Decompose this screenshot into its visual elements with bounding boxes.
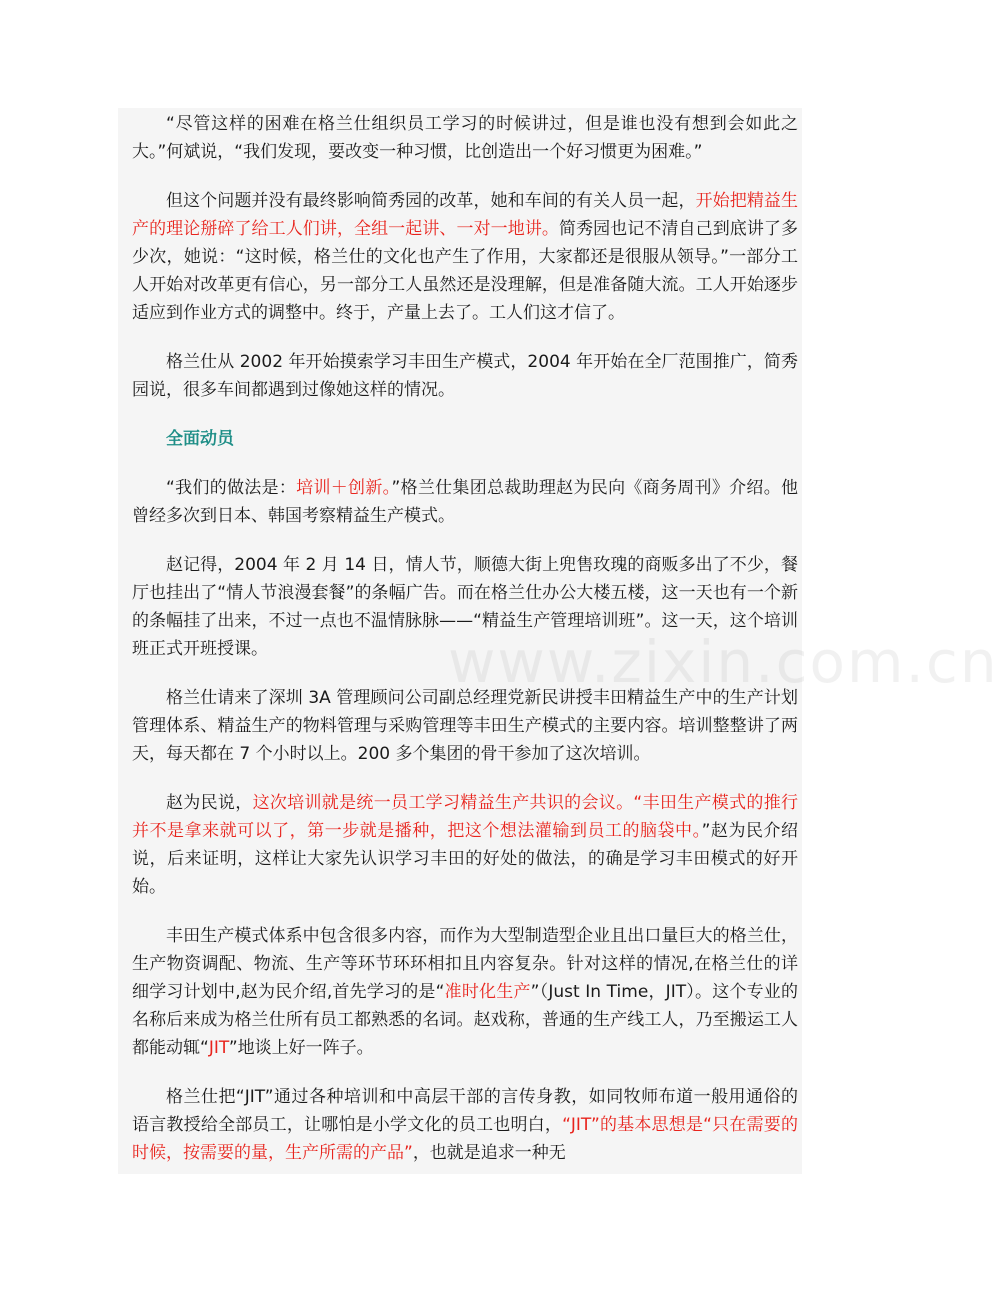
paragraph (132, 348, 798, 404)
text-segment: “我们的做法是： (166, 478, 297, 498)
paragraph (132, 1083, 798, 1167)
document-page (118, 108, 999, 1174)
paragraph (132, 551, 798, 663)
text-segment: 丰田生产模式体系中包含很多内容，而作为大型制造型企业且出口量巨大的格兰仕，生产物资调配、物流、生产等环节环环相扣且内容复杂。针对这样的情况,在格兰仕的详细学习计划中,赵为民介绍,首先学习的是“ (132, 926, 798, 1002)
paragraph (132, 474, 798, 530)
document-body (132, 110, 798, 1188)
text-segment: ”地谈上好一阵子。 (228, 1038, 374, 1058)
text-segment: 格兰仕从 2002 年开始摸索学习丰田生产模式，2004 年开始在全厂范围推广，简秀园说，很多车间都遇到过像她这样的情况。 (132, 352, 798, 400)
paragraph (132, 922, 798, 1062)
watermark: www.zixin.com.cn (448, 628, 999, 696)
text-segment: 赵为民说， (166, 793, 253, 813)
highlighted-text: “JIT”的基本思想是“只在需要的时候，按需要的量，生产所需的产品” (132, 1115, 798, 1163)
paragraph (132, 187, 798, 327)
paragraph (132, 684, 798, 768)
text-segment: ，也就是追求一种无 (412, 1143, 566, 1163)
paragraph (132, 110, 798, 166)
text-segment: 但这个问题并没有最终影响简秀园的改革，她和车间的有关人员一起， (166, 191, 696, 211)
highlighted-text: JIT (208, 1038, 229, 1058)
highlighted-text: 准时化生产 (444, 982, 531, 1002)
section-heading: 全面动员 (166, 429, 234, 449)
text-segment: 格兰仕请来了深圳 3A 管理顾问公司副总经理党新民讲授丰田精益生产中的生产计划管理体系、精益生产的物料管理与采购管理等丰田生产模式的主要内容。培训整整讲了两天，每天都在 7 个小时以上。200 多个集团的骨干参加了这次培训。 (132, 688, 798, 764)
highlighted-text: 这次培训就是统一员工学习精益生产共识的会议。“丰田生产模式的推行并不是拿来就可以了，第一步就是播种，把这个想法灌输到员工的脑袋中。 (132, 793, 799, 841)
highlighted-text: 培训＋创新。 (296, 478, 392, 498)
text-segment: ”赵为民介绍说，后来证明，这样让大家先认识学习丰田的好处的做法，的确是学习丰田模式的好开始。 (132, 821, 799, 897)
text-segment: ”格兰仕集团总裁助理赵为民向《商务周刊》介绍。他曾经多次到日本、韩国考察精益生产模式。 (132, 478, 799, 526)
paragraph (132, 789, 798, 901)
text-segment: 格兰仕把“JIT”通过各种培训和中高层干部的言传身教，如同牧师布道一般用通俗的语言教授给全部员工，让哪怕是小学文化的员工也明白， (132, 1087, 798, 1135)
text-segment: 简秀园也记不清自己到底讲了多少次，她说：“这时候，格兰仕的文化也产生了作用，大家都还是很服从领导。”一部分工人开始对改革更有信心，另一部分工人虽然还是没理解，但是准备随大流。工人开始逐步适应到作业方式的调整中。终于，产量上去了。工人们这才信了。 (132, 219, 799, 323)
highlighted-text: 开始把精益生产的理论掰碎了给工人们讲，全组一起讲、一对一地讲。 (132, 191, 799, 239)
text-segment: 赵记得，2004 年 2 月 14 日，情人节，顺德大街上兜售玫瑰的商贩多出了不少，餐厅也挂出了“情人节浪漫套餐”的条幅广告。而在格兰仕办公大楼五楼，这一天也有一个新的条幅挂了出来，不过一点也不温情脉脉——“精益生产管理培训班”。这一天，这个培训班正式开班授课。 (132, 555, 798, 659)
text-segment: ”（Just In Time，JIT）。这个专业的名称后来成为格兰仕所有员工都熟悉的名词。赵戏称，普通的生产线工人，乃至搬运工人都能动辄“ (132, 982, 798, 1058)
text-segment: “尽管这样的困难在格兰仕组织员工学习的时候讲过，但是谁也没有想到会如此之大。”何斌说，“我们发现，要改变一种习惯，比创造出一个好习惯更为困难。” (132, 114, 798, 162)
